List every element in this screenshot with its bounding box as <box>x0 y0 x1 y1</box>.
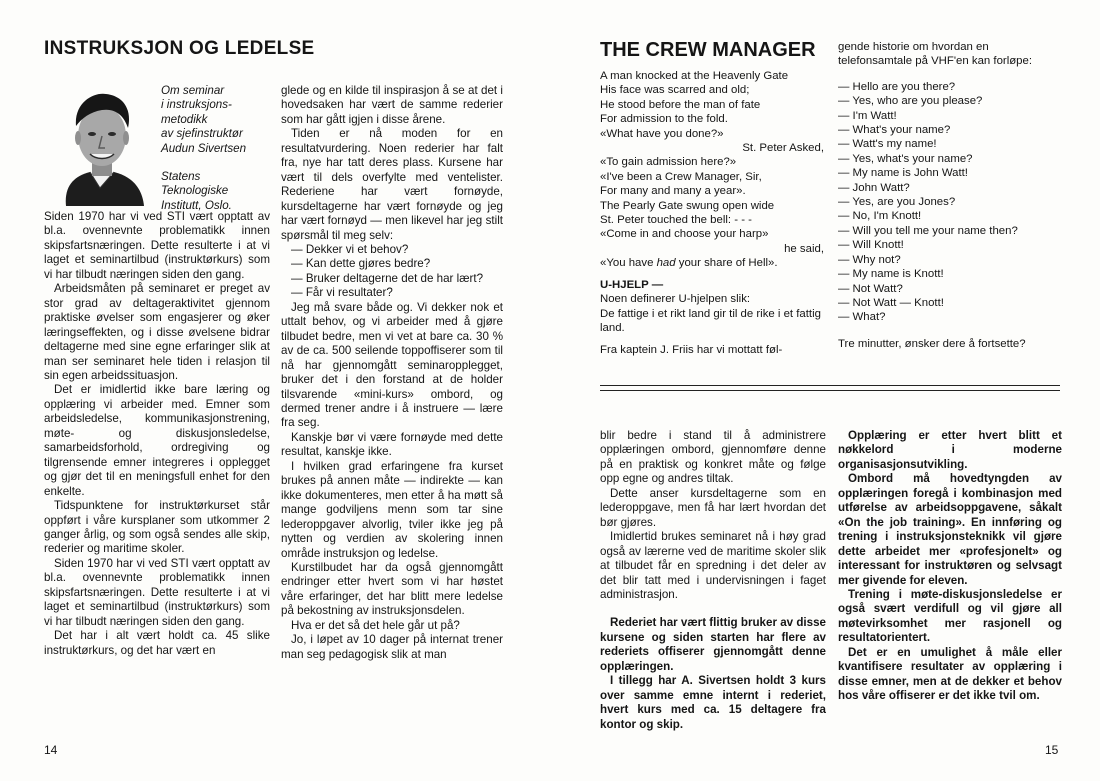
author-portrait <box>44 84 156 206</box>
story-intro: gende historie om hvordan en telefonsamtale på VHF'en kan forløpe: <box>838 41 1033 68</box>
poem-line: he said, <box>784 242 824 255</box>
poem-line: He stood before the man of fate <box>600 98 761 111</box>
caption-org-line: Institutt, Oslo. <box>161 198 232 212</box>
dialog-line: — Not Watt? <box>838 282 903 295</box>
divider-line <box>600 390 1060 391</box>
dialog-line: — Yes, who are you please? <box>838 95 983 108</box>
paragraph: Siden 1970 har vi ved STI vært opptatt av bl.a. ovennevnte problematikk innen skipsfartsnæringen. Dette resulterte i at vi laget et seminartilbud (instruktørkurs) som vi har tilbudt næringen siden den gang. <box>44 210 270 281</box>
u-hjelp-line: Noen definerer U-hjelpen slik: <box>600 293 751 306</box>
poem-line: A man knocked at the Heavenly Gate <box>600 70 789 82</box>
dialog-line: — Not Watt — Knott! <box>838 296 944 309</box>
dialog-line: — Watt's my name! <box>838 138 937 151</box>
dialog-line: — Yes, what's your name? <box>838 152 973 165</box>
right-column-2 <box>838 429 1062 704</box>
poem-last-line-start: «You have <box>600 257 657 270</box>
u-hjelp-line: Fra kaptein J. Friis har vi mottatt føl- <box>600 343 783 356</box>
crew-manager-poem <box>600 69 824 271</box>
question-item: — Dekker vi et behov? <box>291 242 409 256</box>
divider-line <box>600 385 1060 386</box>
dialog-line: — John Watt? <box>838 181 910 194</box>
dialog-line: — My name is Knott! <box>838 268 944 281</box>
poem-line: «I've been a Crew Manager, Sir, <box>600 170 762 183</box>
poem-line: «To gain admission here?» <box>600 156 737 169</box>
caption-line: av sjefinstruktør <box>161 127 243 141</box>
u-hjelp-line: De fattige i et rikt land gir til de rike i et fattig land. <box>600 307 821 335</box>
bold-paragraph: I tillegg har A. Sivertsen holdt 3 kurs over samme emne internt i rederiet, hvert kurs med ca. 15 deltagere fra kontor og skip. <box>600 674 826 731</box>
dialog-line: — My name is John Watt! <box>838 167 968 180</box>
u-hjelp-section <box>600 278 824 357</box>
paragraph: Siden 1970 har vi ved STI vært opptatt av bl.a. ovennevnte problematikk innen skipsfartsnæringen. Dette resulterte i at vi laget et seminartilbud (instruktørkurs) som vi har tilbudt næringen siden den gang. <box>44 556 270 628</box>
dialog-line: — What's your name? <box>838 124 951 137</box>
poem-line: «Come in and choose your harp» <box>600 228 769 241</box>
dialog-line: — Will Knott! <box>838 239 904 252</box>
paragraph: Hva er det så det hele går ut på? <box>291 618 460 632</box>
paragraph: I hvilken grad erfaringene fra kurset brukes på annen måte — indirekte — kan ikke dokumenteres, men etter å ha møtt så mange godviljens menn som tar sine lederoppgaver alvorlig, tviler ikke jeg på nytten og verdien av skolering innen område instruksjon og ledelse. <box>281 459 503 560</box>
poem-line: For many and many a year». <box>600 185 746 198</box>
left-column-2 <box>281 84 503 662</box>
dialog-line: — What? <box>838 311 886 324</box>
poem-line: St. Peter Asked, <box>742 142 824 155</box>
left-page-title: INSTRUKSJON OG LEDELSE <box>44 38 315 59</box>
paragraph: Arbeidsmåten på seminaret er preget av stor grad av deltageraktivitet gjennom praktiske øvelser som engasjerer og øker læringseffekten, og i disse øvelsene bidrar deltagerne med sine egne erfaringer slik at man ser seminaret hele tiden i relasjon til sin egen arbeidssituasjon. <box>44 282 270 382</box>
u-hjelp-heading: U-HJELP — <box>600 279 664 291</box>
bold-paragraph: Trening i møte-diskusjonsledelse er også svært verdifull og vil gjøre all møtevirksomhet mer rasjonell og resultatorientert. <box>838 587 1062 645</box>
paragraph: Tiden er nå moden for en resultatvurdering. Noen rederier har falt fra, nye har tatt deres plass. Kursene har vært til dels overfylte med ventelister. Rederiene har vært fornøyde, kursdeltagerne har vært fornøyde og jeg har vært fornøyd — men likevel har jeg stilt spørsmål til meg selv: <box>281 127 503 242</box>
left-column-1 <box>44 210 270 658</box>
question-item: — Bruker deltagerne det de har lært? <box>291 271 484 285</box>
poem-line: For admission to the fold. <box>600 113 728 126</box>
story-end: Tre minutter, ønsker dere å fortsette? <box>838 337 1026 350</box>
dialog-line: — Yes, are you Jones? <box>838 196 956 209</box>
question-item: — Kan dette gjøres bedre? <box>291 257 431 271</box>
right-page-title: THE CREW MANAGER <box>600 39 816 61</box>
poem-emphasis: had <box>656 257 676 270</box>
dialog-line: — Hello are you there? <box>838 80 956 93</box>
paragraph: Kurstilbudet har da også gjennomgått endringer etter hvert som vi har høstet våre erfaringer, det har blitt mere ledelse på bekostning av instruksjonsdelen. <box>281 560 503 618</box>
page-number-left: 14 <box>44 743 58 757</box>
bold-paragraph: Ombord må hovedtyngden av opplæringen foregå i kombinasjon med utførelse av arbeidsoppgavene, såkalt «On the job training». En innføring og trening i instruksjonsteknikk vil gjøre dette arbeidet mer «profesjonelt» og interessant for instruktøren og selvsagt mer givende for eleven. <box>838 472 1062 587</box>
paragraph: Det har i alt vært holdt ca. 45 slike instruktørkurs, og det har vært en <box>44 629 270 657</box>
paragraph: Imidlertid brukes seminaret nå i høy grad også av lærerne ved de maritime skoler slik at tilbudet får en spredning i det deler av det blir tatt med i undervisningen i faget administrasjon. <box>600 530 826 601</box>
poem-line: His face was scarred and old; <box>600 84 750 97</box>
page-number-right: 15 <box>1045 743 1059 757</box>
dialog-line: — No, I'm Knott! <box>838 210 922 223</box>
poem-last-line <box>600 256 824 270</box>
caption-org-line: Teknologiske <box>161 184 229 198</box>
poem-line: The Pearly Gate swung open wide <box>600 199 775 212</box>
dialog-line: — I'm Watt! <box>838 109 897 122</box>
bold-paragraph: Opplæring er etter hvert blitt et nøkkelord i moderne organisasjonsutvikling. <box>838 429 1062 471</box>
caption-org-line: Statens <box>161 170 201 184</box>
poem-line: St. Peter touched the bell: - - - <box>600 214 752 227</box>
paragraph: Jeg må svare både og. Vi dekker nok et uttalt behov, og vi arbeider med å gjøre tilbudet bedre, men vi vet at bare ca. 30 % av de ca. 500 seilende toppoffiserer som til nå har gjennomgått seminaropplegget, bruker det i den forstand at de holder tilsvarende «mini-kurs» ombord, og dermed trener andre i å instruere — lære fra seg. <box>281 300 503 430</box>
paragraph: Det er imidlertid ikke bare læring og opplæring vi arbeider med. Emner som arbeidsledelse, kommunikasjonstrening, møte- og diskusjonsledelse, samarbeidsforhold, ordregiving og tilgrensende emner integreres i opplegget og gjør det til en meningsfull enhet for den enkelte. <box>44 383 270 498</box>
vhf-story <box>838 40 1064 351</box>
author-caption <box>161 84 271 213</box>
caption-line: Audun Sivertsen <box>161 141 247 155</box>
bold-paragraph: Det er en umulighet å måle eller kvantifisere resultater av opplæring i disse emner, men at de dekker et behov hos våre offiserer er det ikke tvil om. <box>838 645 1062 703</box>
poem-last-line-end: your share of Hell». <box>675 257 778 270</box>
paragraph: blir bedre i stand til å administrere opplæringen ombord, gjennomføre denne på en praktisk og konkret måte og følge opp egne og andres tiltak. <box>600 429 826 486</box>
caption-line: i instruksjons- <box>161 98 232 112</box>
right-column-1 <box>600 429 826 732</box>
paragraph: glede og en kilde til inspirasjon å se at det i hovedsaken har vært de samme rederier som har gått igjen i disse årene. <box>281 84 503 126</box>
dialog-line: — Will you tell me your name then? <box>838 224 1018 237</box>
paragraph: Dette anser kursdeltagerne som en lederoppgave, men få har lært hvordan det bør gjøres. <box>600 486 826 529</box>
bold-paragraph: Rederiet har vært flittig bruker av disse kursene og siden starten har flere av rederiets offiserer gjennomgått denne opplæringen. <box>600 616 826 673</box>
paragraph: Jo, i løpet av 10 dager på internat trener man seg pedagogisk slik at man <box>281 633 503 661</box>
caption-line: metodikk <box>161 112 208 126</box>
question-item: — Får vi resultater? <box>291 286 393 300</box>
poem-line: «What have you done?» <box>600 127 724 140</box>
paragraph: Kanskje bør vi være fornøyde med dette resultat, kanskje ikke. <box>281 430 503 459</box>
dialog-line: — Why not? <box>838 253 901 266</box>
caption-line: Om seminar <box>161 84 225 97</box>
paragraph: Tidspunktene for instruktørkurset står oppført i våre kursplaner som utkommer 2 ganger årlig, og som også sendes alle skip, rederier og maritime skoler. <box>44 499 270 556</box>
